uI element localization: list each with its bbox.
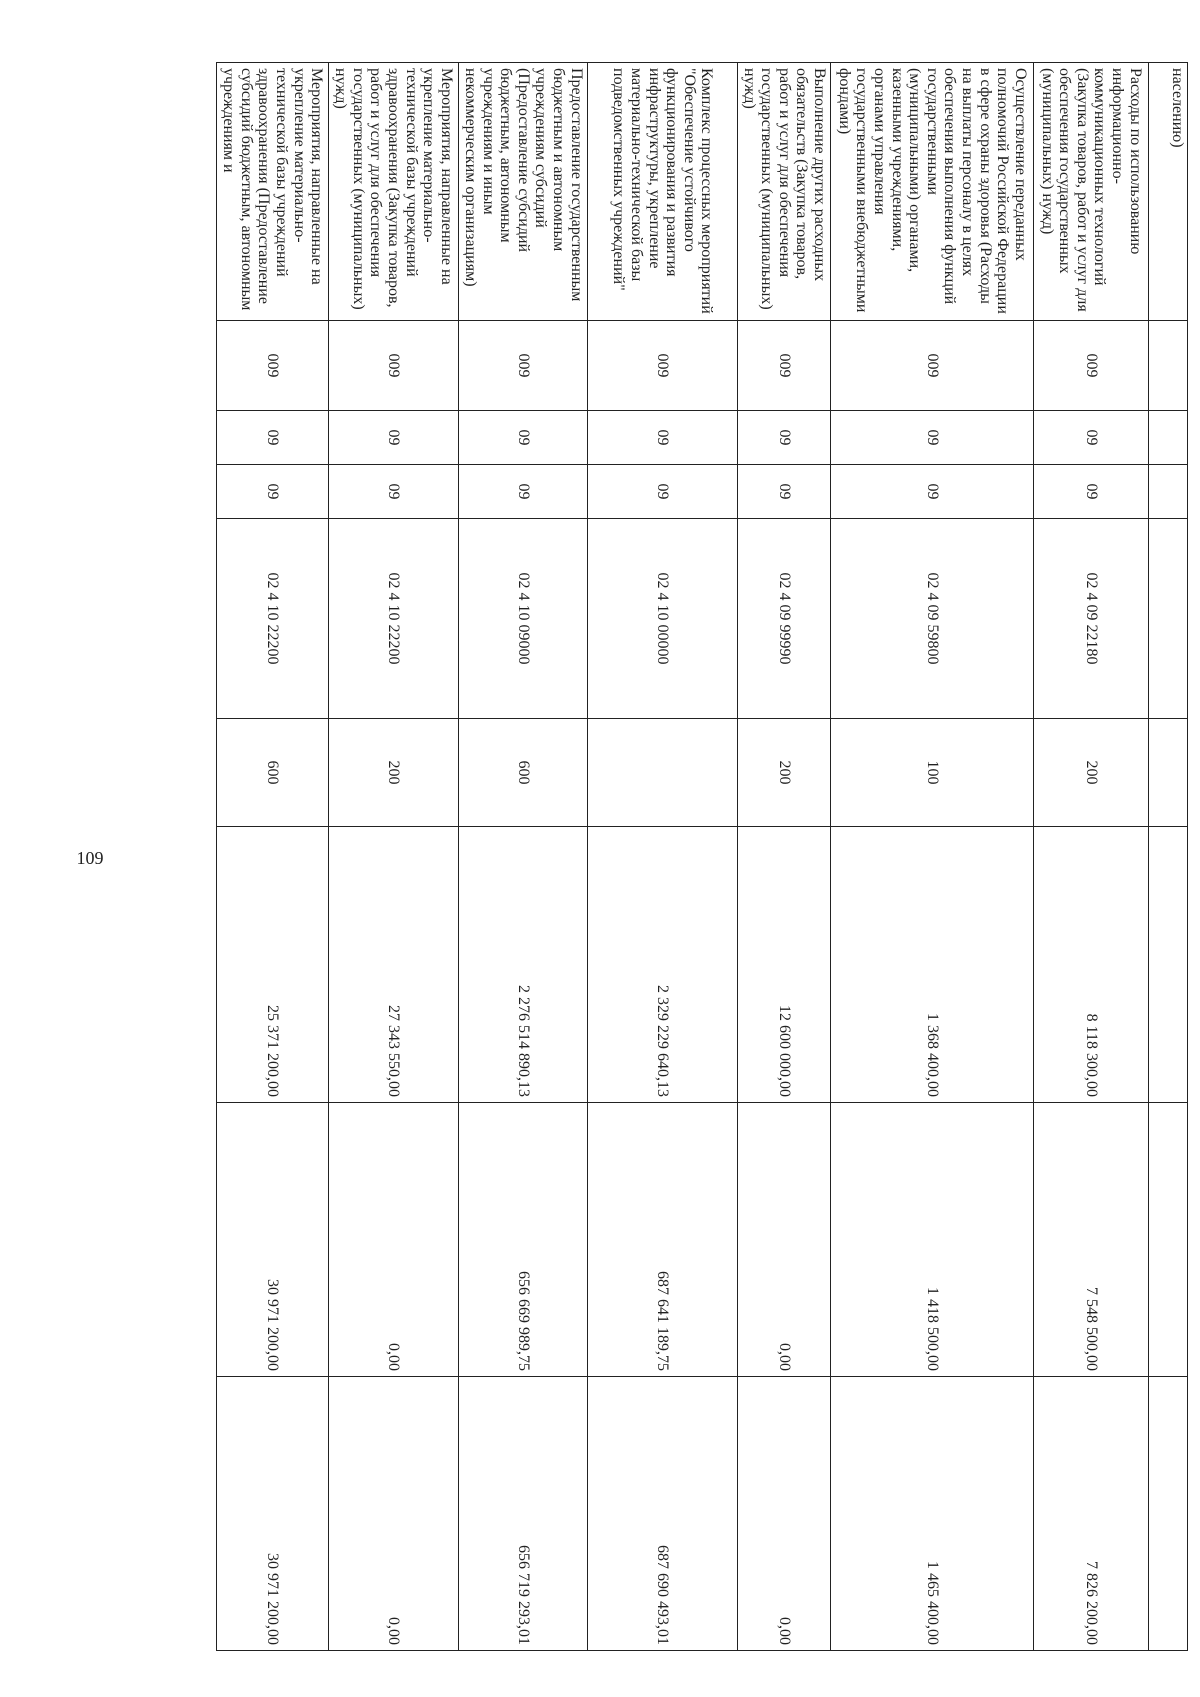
amount-year-2: 0,00 bbox=[328, 1103, 458, 1377]
amount-year-2: 687 641 189,75 bbox=[588, 1103, 737, 1377]
expense-type-code bbox=[588, 719, 737, 827]
table-cell bbox=[1148, 519, 1187, 719]
target-item-code: 02 4 10 09000 bbox=[458, 519, 588, 719]
table-row bbox=[1033, 63, 1148, 1651]
table-cell bbox=[1148, 1103, 1187, 1377]
table-cell bbox=[1148, 411, 1187, 465]
amount-year-1: 2 329 229 640,13 bbox=[588, 827, 737, 1103]
expense-type-code: 200 bbox=[737, 719, 831, 827]
department-code: 009 bbox=[831, 321, 1033, 411]
department-code: 009 bbox=[588, 321, 737, 411]
amount-year-2: 1 418 500,00 bbox=[831, 1103, 1033, 1377]
expense-type-code: 100 bbox=[831, 719, 1033, 827]
department-code: 009 bbox=[737, 321, 831, 411]
expense-name: Выполнение других расходных обязательств (Закупка товаров, работ и услуг для обеспечения государственных (муниципальных) нужд) bbox=[737, 63, 831, 321]
expense-type-code: 200 bbox=[328, 719, 458, 827]
expense-name: Расходы по использованию информационно-коммуникационных технологий (Закупка товаров, работ и услуг для обеспечения государственных (муниципальных) нужд) bbox=[1033, 63, 1148, 321]
section-code: 09 bbox=[588, 411, 737, 465]
section-code: 09 bbox=[217, 411, 329, 465]
section-code: 09 bbox=[328, 411, 458, 465]
subsection-code: 09 bbox=[328, 465, 458, 519]
budget-table bbox=[216, 62, 1188, 1651]
target-item-code: 02 4 10 00000 bbox=[588, 519, 737, 719]
table-row bbox=[1148, 63, 1187, 1651]
table-row bbox=[217, 63, 329, 1651]
row-label: населению) bbox=[1148, 63, 1187, 321]
table-cell bbox=[1148, 465, 1187, 519]
amount-year-1: 1 368 400,00 bbox=[831, 827, 1033, 1103]
subsection-code: 09 bbox=[737, 465, 831, 519]
expense-name: Мероприятия, направленные на укрепление материально-технической базы учреждений здравоохранения (Предоставление субсидий бюджетным, автономным учреждениям и bbox=[217, 63, 329, 321]
amount-year-2: 0,00 bbox=[737, 1103, 831, 1377]
department-code: 009 bbox=[458, 321, 588, 411]
amount-year-3: 30 971 200,00 bbox=[217, 1377, 329, 1651]
amount-year-1: 27 343 550,00 bbox=[328, 827, 458, 1103]
table-cell bbox=[1148, 1377, 1187, 1651]
target-item-code: 02 4 10 22200 bbox=[217, 519, 329, 719]
table-row bbox=[328, 63, 458, 1651]
rotated-table-container bbox=[216, 62, 1188, 1650]
table-cell bbox=[1148, 827, 1187, 1103]
subsection-code: 09 bbox=[831, 465, 1033, 519]
amount-year-2: 656 669 989,75 bbox=[458, 1103, 588, 1377]
page-number: 109 bbox=[76, 848, 104, 868]
amount-year-1: 8 118 300,00 bbox=[1033, 827, 1148, 1103]
section-code: 09 bbox=[458, 411, 588, 465]
subsection-code: 09 bbox=[588, 465, 737, 519]
amount-year-2: 30 971 200,00 bbox=[217, 1103, 329, 1377]
table-row bbox=[588, 63, 737, 1651]
table-row bbox=[831, 63, 1033, 1651]
amount-year-3: 0,00 bbox=[737, 1377, 831, 1651]
department-code: 009 bbox=[328, 321, 458, 411]
expense-name: Осуществление переданных полномочий Российской Федерации в сфере охраны здоровья (Расходы на выплаты персоналу в целях обеспечения выполнения функций государственными (муниципальными) органами, казенными учреждениями, органами управления государственными внебюджетными фондами) bbox=[831, 63, 1033, 321]
amount-year-1: 25 371 200,00 bbox=[217, 827, 329, 1103]
target-item-code: 02 4 10 22200 bbox=[328, 519, 458, 719]
target-item-code: 02 4 09 99990 bbox=[737, 519, 831, 719]
amount-year-3: 7 826 200,00 bbox=[1033, 1377, 1148, 1651]
amount-year-3: 687 690 493,01 bbox=[588, 1377, 737, 1651]
subsection-code: 09 bbox=[458, 465, 588, 519]
expense-type-code: 600 bbox=[458, 719, 588, 827]
department-code: 009 bbox=[217, 321, 329, 411]
amount-year-2: 7 548 500,00 bbox=[1033, 1103, 1148, 1377]
section-code: 09 bbox=[831, 411, 1033, 465]
amount-year-1: 12 600 000,00 bbox=[737, 827, 831, 1103]
subsection-code: 09 bbox=[217, 465, 329, 519]
section-code: 09 bbox=[737, 411, 831, 465]
subsection-code: 09 bbox=[1033, 465, 1148, 519]
table-cell bbox=[1148, 321, 1187, 411]
expense-name: Комплекс процессных мероприятий "Обеспечение устойчивого функционирования и развития инфраструктуры, укрепление материально-технической базы подведомственных учреждений" bbox=[588, 63, 737, 321]
department-code: 009 bbox=[1033, 321, 1148, 411]
table-row bbox=[458, 63, 588, 1651]
expense-name: Мероприятия, направленные на укрепление материально-технической базы учреждений здравоохранения (Закупка товаров, работ и услуг для обеспечения государственных (муниципальных) нужд) bbox=[328, 63, 458, 321]
amount-year-1: 2 276 514 890,13 bbox=[458, 827, 588, 1103]
table-row bbox=[737, 63, 831, 1651]
expense-name: Предоставление государственным бюджетным и автономным учреждениям субсидий (Предоставление субсидий бюджетным, автономным учреждениям и иным некоммерческим организациям) bbox=[458, 63, 588, 321]
amount-year-3: 0,00 bbox=[328, 1377, 458, 1651]
table-cell bbox=[1148, 719, 1187, 827]
target-item-code: 02 4 09 59800 bbox=[831, 519, 1033, 719]
amount-year-3: 656 719 293,01 bbox=[458, 1377, 588, 1651]
expense-type-code: 600 bbox=[217, 719, 329, 827]
section-code: 09 bbox=[1033, 411, 1148, 465]
expense-type-code: 200 bbox=[1033, 719, 1148, 827]
amount-year-3: 1 465 400,00 bbox=[831, 1377, 1033, 1651]
target-item-code: 02 4 09 22180 bbox=[1033, 519, 1148, 719]
